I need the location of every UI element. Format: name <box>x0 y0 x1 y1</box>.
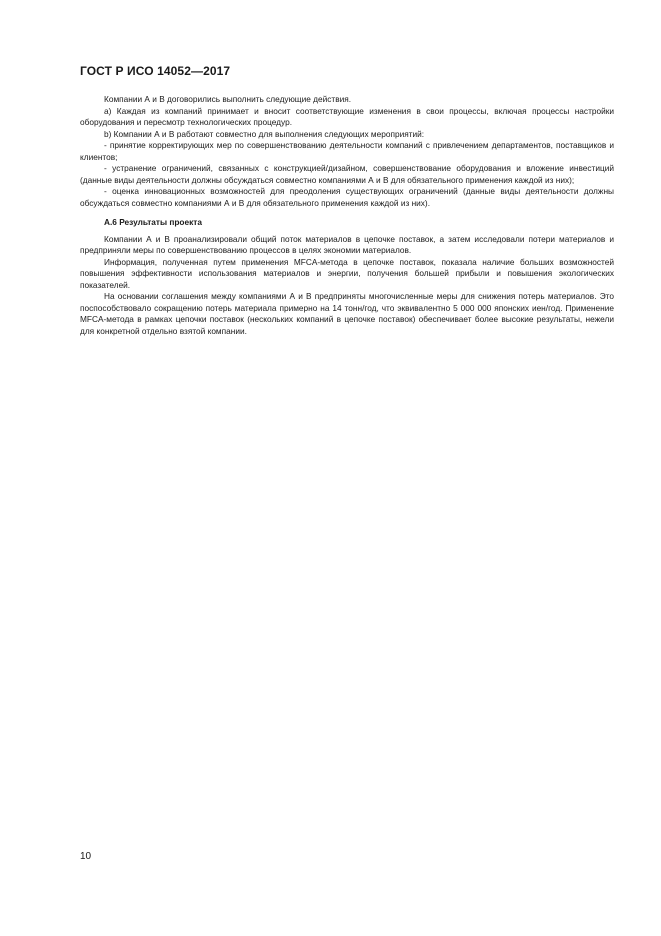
paragraph: - устранение ограничений, связанных с конструкцией/дизайном, совершенствование оборудования и вложение инвестиций (данные виды деятельности должны обсуждаться совместно компаниями А и В для обязательного применения каждой из них); <box>80 163 614 185</box>
document-body <box>80 94 614 337</box>
paragraph: Информация, полученная путем применения MFCA-метода в цепочке поставок, показала наличие больших возможностей повышения эффективности использования материалов и энергии, получения большей прибыли и повышения экологических показателей. <box>80 256 614 290</box>
document-header: ГОСТ Р ИСО 14052—2017 <box>80 64 231 78</box>
paragraph: - принятие корректирующих мер по совершенствованию деятельности компаний с привлечением департаментов, поставщиков и клиентов; <box>80 140 614 162</box>
paragraph: a) Каждая из компаний принимает и вносит соответствующие изменения в свои процессы, включая процессы настройки оборудования и пересмотр технологических процедур. <box>80 105 614 127</box>
paragraph: Компании А и В проанализировали общий поток материалов в цепочке поставок, а затем исследовали потери материалов и предприняли меры по совершенствованию процессов в целях экономии материалов. <box>80 233 614 255</box>
section-heading: А.6 Результаты проекта <box>104 217 202 227</box>
paragraph: Компании А и В договорились выполнить следующие действия. <box>104 94 352 104</box>
paragraph: На основании соглашения между компаниями А и В предприняты многочисленные меры для снижения потерь материалов. Это поспособствовало сокращению потерь материала примерно на 14 тонн/год, что эквивалентно 5 000 000 японских иен/год. Применение MFCA-метода в рамках цепочки поставок (нескольких компаний в цепочке поставок) обеспечивает более высокие результаты, нежели для конкретной отдельно взятой компании. <box>80 291 614 336</box>
paragraph: b) Компании А и В работают совместно для выполнения следующих мероприятий: <box>104 128 425 139</box>
page-number: 10 <box>80 851 92 862</box>
paragraph: - оценка инновационных возможностей для преодоления существующих ограничений (данные виды деятельности должны обсуждаться совместно компаниями А и В для обязательного применения каждой из них). <box>80 186 614 208</box>
